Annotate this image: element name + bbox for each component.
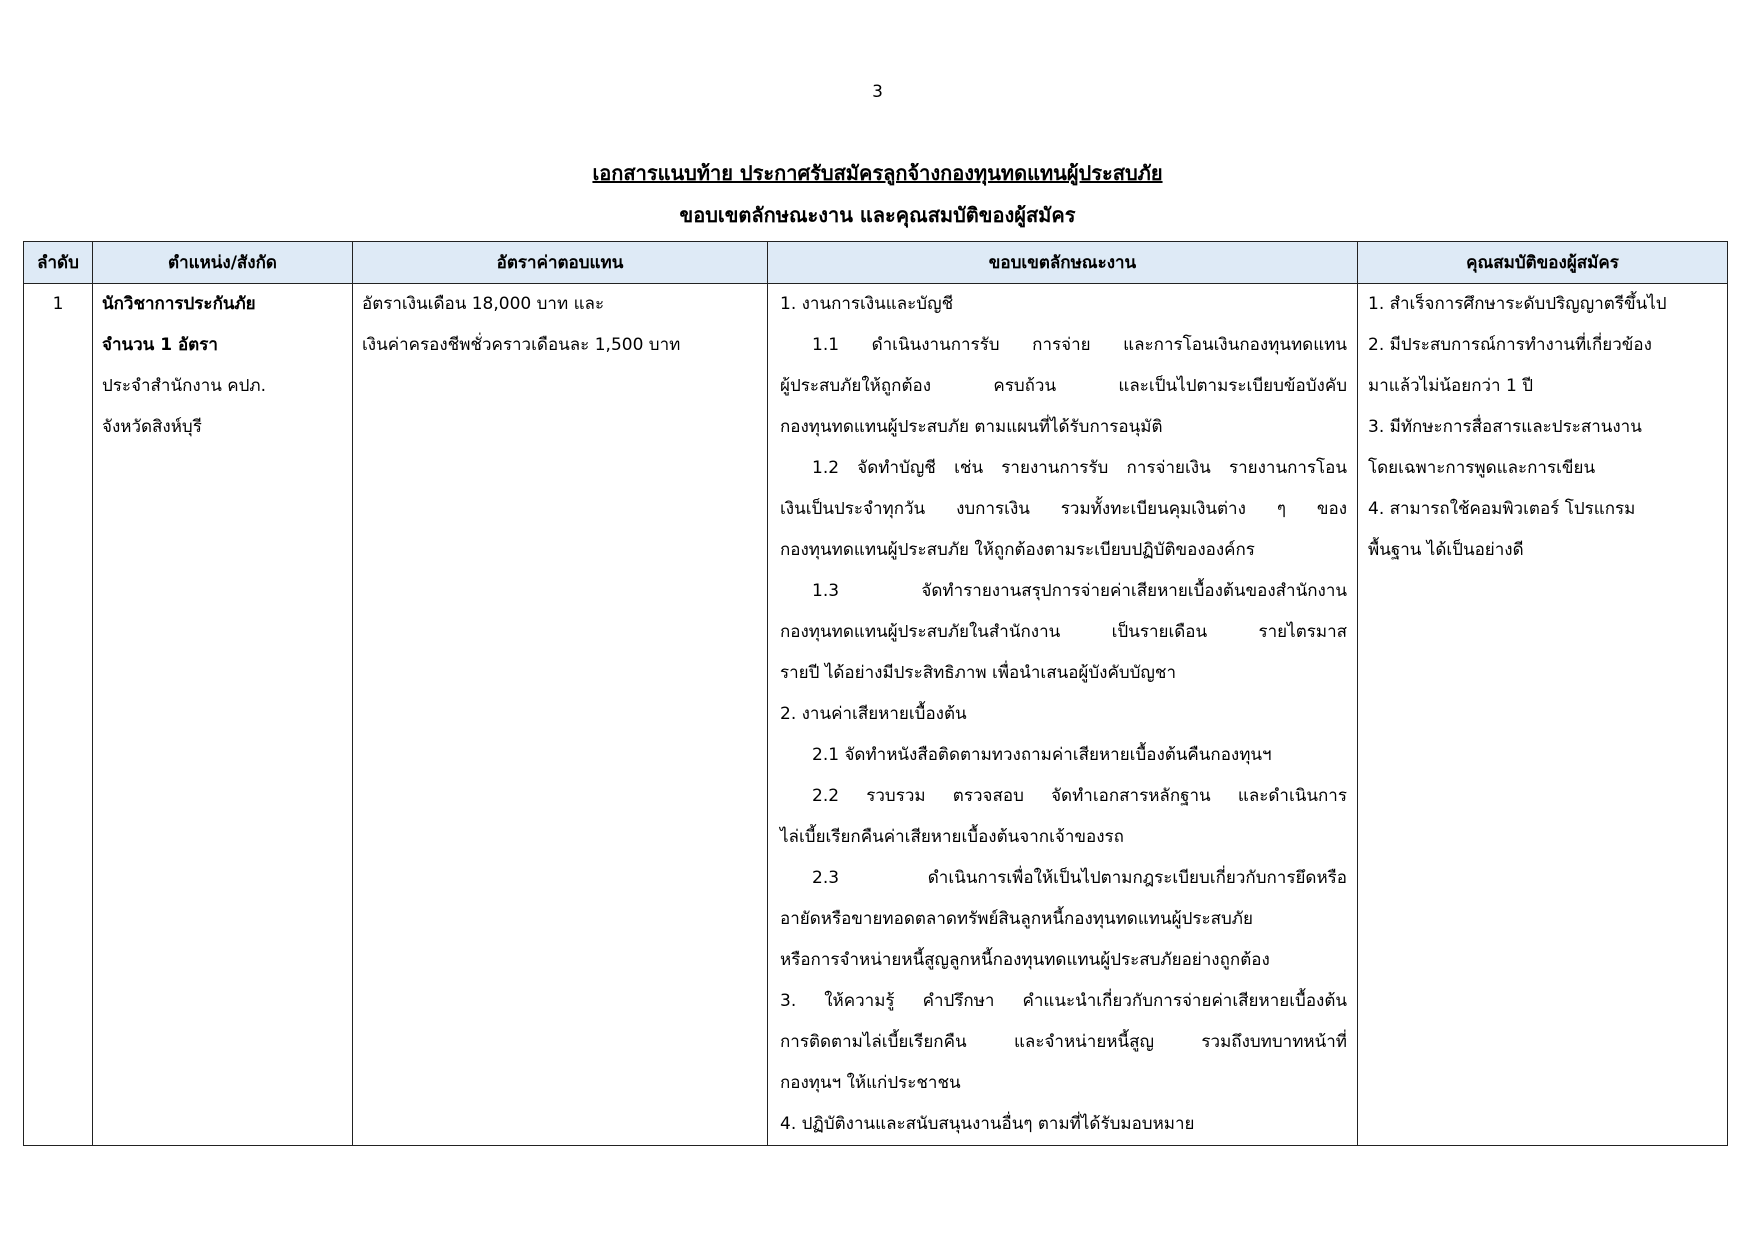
scope-line: 2.3 ดำเนินการเพื่อให้เป็นไปตามกฎระเบียบเกี่ยวกับการยึดหรือ bbox=[812, 868, 1347, 888]
position-province: จังหวัดสิงห์บุรี bbox=[102, 417, 202, 437]
scope-heading-advice: 3. ให้ความรู้ คำปรึกษา คำแนะนำเกี่ยวกับการจ่ายค่าเสียหายเบื้องต้น bbox=[780, 991, 1347, 1011]
scope-line: 1.1 ดำเนินงานการรับ การจ่าย และการโอนเงินกองทุนทดแทน bbox=[812, 335, 1347, 355]
job-description-table bbox=[23, 241, 1728, 1146]
row-no-cell bbox=[24, 284, 93, 1146]
page-number: 3 bbox=[872, 82, 883, 102]
document-title: เอกสารแนบท้าย ประกาศรับสมัครลูกจ้างกองทุนทดแทนผู้ประสบภัย bbox=[592, 161, 1163, 185]
position-count: จำนวน 1 อัตรา bbox=[102, 335, 218, 355]
compensation-allowance: เงินค่าครองชีพชั่วคราวเดือนละ 1,500 บาท bbox=[362, 335, 681, 355]
scope-line: 1.3 จัดทำรายงานสรุปการจ่ายค่าเสียหายเบื้องต้นของสำนักงาน bbox=[812, 581, 1347, 601]
scope-line: กองทุนทดแทนผู้ประสบภัยในสำนักงาน เป็นรายเดือน รายไตรมาส bbox=[780, 622, 1347, 642]
scope-heading-other: 4. ปฏิบัติงานและสนับสนุนงานอื่นๆ ตามที่ได้รับมอบหมาย bbox=[780, 1114, 1195, 1134]
header-qualifications: คุณสมบัติของผู้สมัคร bbox=[1358, 242, 1728, 284]
scope-line: กองทุนฯ ให้แก่ประชาชน bbox=[780, 1073, 961, 1093]
scope-cell bbox=[768, 284, 1358, 1146]
scope-line: กองทุนทดแทนผู้ประสบภัย ให้ถูกต้องตามระเบียบปฏิบัติขององค์กร bbox=[780, 540, 1255, 560]
qualification-line: 1. สำเร็จการศึกษาระดับปริญญาตรีขึ้นไป bbox=[1368, 294, 1667, 314]
qualification-line: มาแล้วไม่น้อยกว่า 1 ปี bbox=[1368, 376, 1534, 396]
qualification-line: พื้นฐาน ได้เป็นอย่างดี bbox=[1368, 540, 1524, 560]
scope-line: รายปี ได้อย่างมีประสิทธิภาพ เพื่อนำเสนอผู้บังคับบัญชา bbox=[780, 663, 1177, 683]
scope-line: หรือการจำหน่ายหนี้สูญลูกหนี้กองทุนทดแทนผู้ประสบภัยอย่างถูกต้อง bbox=[780, 950, 1270, 970]
qualification-line: 3. มีทักษะการสื่อสารและประสานงาน bbox=[1368, 417, 1642, 437]
qualifications-cell bbox=[1358, 284, 1728, 1146]
scope-heading-damages: 2. งานค่าเสียหายเบื้องต้น bbox=[780, 704, 967, 724]
scope-line: กองทุนทดแทนผู้ประสบภัย ตามแผนที่ได้รับการอนุมัติ bbox=[780, 417, 1163, 437]
scope-line: การติดตามไล่เบี้ยเรียกคืน และจำหน่ายหนี้สูญ รวมถึงบทบาทหน้าที่ bbox=[780, 1032, 1347, 1052]
scope-heading-finance: 1. งานการเงินและบัญชี bbox=[780, 294, 954, 314]
position-title: นักวิชาการประกันภัย bbox=[102, 294, 256, 314]
table-header-row bbox=[24, 242, 1728, 284]
header-scope: ขอบเขตลักษณะงาน bbox=[768, 242, 1358, 284]
position-cell bbox=[93, 284, 353, 1146]
scope-line: อายัดหรือขายทอดตลาดทรัพย์สินลูกหนี้กองทุนทดแทนผู้ประสบภัย bbox=[780, 909, 1253, 929]
row-number: 1 bbox=[52, 294, 64, 314]
header-no: ลำดับ bbox=[24, 242, 93, 284]
scope-line: 2.1 จัดทำหนังสือติดตามทวงถามค่าเสียหายเบื้องต้นคืนกองทุนฯ bbox=[812, 745, 1272, 765]
table-row bbox=[24, 284, 1728, 1146]
scope-line: ไล่เบี้ยเรียกคืนค่าเสียหายเบื้องต้นจากเจ้าของรถ bbox=[780, 827, 1124, 847]
scope-line: 2.2 รวบรวม ตรวจสอบ จัดทำเอกสารหลักฐาน และดำเนินการ bbox=[812, 786, 1347, 806]
scope-line: ผู้ประสบภัยให้ถูกต้อง ครบถ้วน และเป็นไปตามระเบียบข้อบังคับ bbox=[780, 376, 1347, 396]
compensation-salary: อัตราเงินเดือน 18,000 บาท และ bbox=[362, 294, 605, 314]
document-subtitle: ขอบเขตลักษณะงาน และคุณสมบัติของผู้สมัคร bbox=[679, 203, 1076, 227]
header-position: ตำแหน่ง/สังกัด bbox=[93, 242, 353, 284]
header-compensation: อัตราค่าตอบแทน bbox=[353, 242, 768, 284]
qualification-line: 4. สามารถใช้คอมพิวเตอร์ โปรแกรม bbox=[1368, 499, 1636, 519]
scope-line: เงินเป็นประจำทุกวัน งบการเงิน รวมทั้งทะเบียนคุมเงินต่าง ๆ ของ bbox=[780, 499, 1347, 519]
qualification-line: โดยเฉพาะการพูดและการเขียน bbox=[1368, 458, 1596, 478]
scope-line: 1.2 จัดทำบัญชี เช่น รายงานการรับ การจ่ายเงิน รายงานการโอน bbox=[812, 458, 1347, 478]
qualification-line: 2. มีประสบการณ์การทำงานที่เกี่ยวข้อง bbox=[1368, 335, 1652, 355]
position-office: ประจำสำนักงาน คปภ. bbox=[102, 376, 267, 396]
compensation-cell bbox=[353, 284, 768, 1146]
